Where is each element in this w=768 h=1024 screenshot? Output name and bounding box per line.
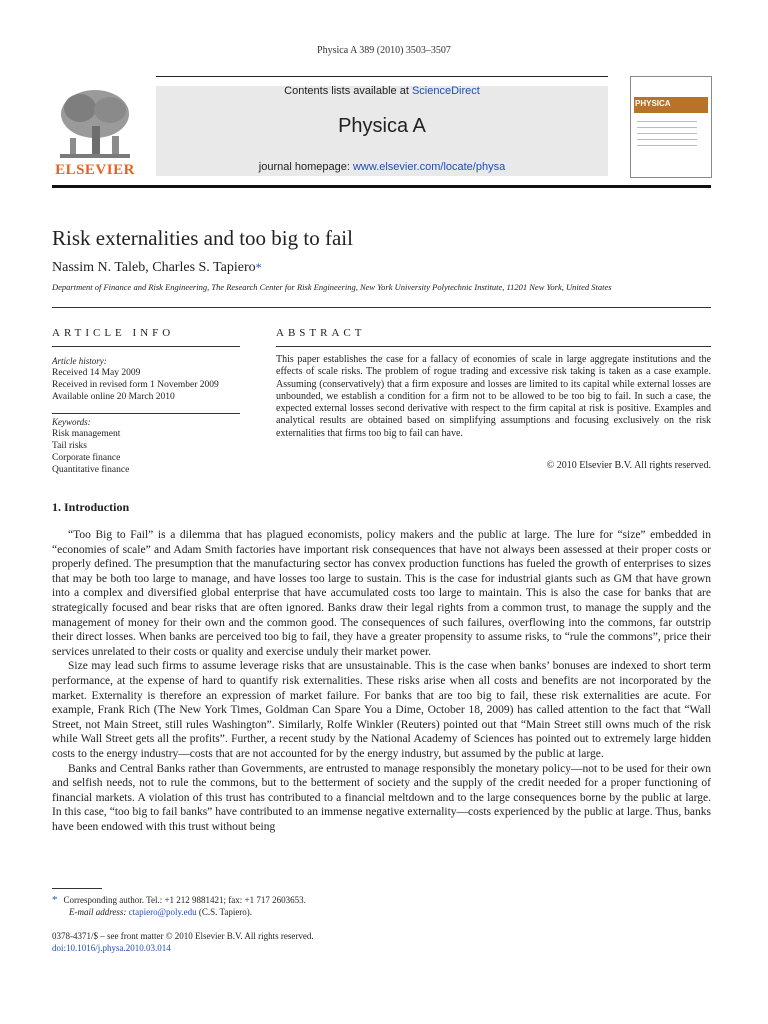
keyword-item: Risk management [52, 429, 121, 439]
body-paragraph: Banks and Central Banks rather than Governments, are entrusted to manage responsibly the monetary policy—not to be used for their own and selfish needs, not to rule the commons, but to the betterment of society and the supply of the credit needed for a proper functioning of financial markets. A violation of this trust has contributed to a financial meltdown and to the large consequences borne by the public at large. In this case, “too big to fail banks” have contributed to an immense negative externality—costs experienced by the public at large. Thus, banks have been endowed with this trust without being [52, 762, 711, 833]
keyword-list [52, 428, 129, 476]
elsevier-logo-wordmark: ELSEVIER [55, 162, 135, 178]
introduction-body [52, 528, 711, 834]
journal-name: Physica A [338, 115, 426, 137]
journal-citation: Physica A 389 (2010) 3503–3507 [317, 45, 451, 56]
sciencedirect-link[interactable]: ScienceDirect [411, 85, 480, 97]
body-paragraph: “Too Big to Fail” is a dilemma that has plagued economists, policy makers and the public at large. The lure for “size” embedded in “economies of scale” and Adam Smith factories have important risk consequences that have not always been assessed at their proper costs or properly defined. The presumption that the manufacturing sector has convex production functions has fueled the growth of enterprises to sizes that may be both too large to manage, and have losses too large to sustain. This is the case for industrial giants such as GM that have grown into a complex and diversified global enterprise that have accumulated costs too large to maintain. This is also the case for banks that are strategically focused and bear risks that are often ignored. Banks draw their legal rights from a common trust, to manage the supply and the management of money for their own and the common good. The consequences of such failures, overflowing into the commons, far outstrip their direct losses. When banks are perceived too big to fail, they have a greater propensity to assume risks, to “rule the commons”, price their services unrelated to their costs or quality and exercise unduly their market power. [52, 529, 711, 658]
body-paragraph: Size may lead such firms to assume leverage risks that are unsustainable. This is the case when banks’ bonuses are indexed to short term performance, at the expense of hard to quantify risk externalities. These risks arise when all costs and benefits are not incorporated by the market. Externality is therefore an expression of market failure. For banks that are too big to fail, these risk externalities are acute. For example, Frank Rich (The New York Times, Goldman Can Spare You a Dime, October 18, 2009) has called attention to the fact that “Wall Street, not Main Street, still rules Washington”. Similarly, Rolfe Winkler (Reuters) pointed out that “Main Street still owns much of the risk while Wall Street gets all the profits”. Further, a recent study by the National Academy of Sciences has pointed out to extremely large hidden costs to the energy industry—costs that are not accounted for by the energy industry, but assumed by the public at large. [52, 660, 711, 760]
article-history-label: Article history: [52, 356, 107, 366]
journal-homepage-link[interactable]: www.elsevier.com/locate/physa [352, 161, 506, 173]
issn-front-matter: 0378-4371/$ – see front matter © 2010 Elsevier B.V. All rights reserved. [52, 931, 314, 941]
authors-text: Nassim N. Taleb, Charles S. Tapiero [52, 260, 256, 275]
journal-cover-thumbnail [630, 76, 712, 178]
masthead-top-rule [156, 76, 608, 77]
email-link[interactable]: ctapiero@poly.edu [128, 907, 197, 917]
abstract-copyright: © 2010 Elsevier B.V. All rights reserved. [546, 460, 711, 471]
history-received: Received 14 May 2009 [52, 368, 141, 378]
history-online: Available online 20 March 2010 [52, 392, 175, 402]
email-suffix: (C.S. Tapiero). [196, 907, 253, 917]
article-info-heading: ARTICLE INFO [52, 327, 175, 339]
header-rule [52, 185, 711, 188]
keyword-item: Tail risks [52, 441, 87, 451]
cover-journal-label: PHYSICA [635, 99, 671, 108]
doi-link[interactable]: doi:10.1016/j.physa.2010.03.014 [52, 943, 171, 953]
footnote-email [52, 907, 252, 917]
homepage-prefix: journal homepage: [258, 161, 353, 173]
footnote-rule [52, 888, 102, 889]
section-heading-introduction: 1. Introduction [52, 500, 130, 514]
footnote-corresponding-author [52, 894, 306, 906]
contents-prefix: Contents lists available at [284, 85, 412, 97]
keyword-item: Quantitative finance [52, 465, 130, 475]
homepage-line [156, 161, 608, 173]
footnote-mark: * [52, 894, 58, 906]
corresponding-author-mark[interactable]: * [255, 260, 262, 274]
author-affiliation: Department of Finance and Risk Engineering, The Research Center for Risk Engineering, New York University Polytechnic Institute, 11201 New York, United States [52, 282, 612, 292]
footnote-contact: Corresponding author. Tel.: +1 212 9881421; fax: +1 717 2603653. [63, 895, 306, 905]
keywords-label: Keywords: [52, 417, 91, 427]
history-revised: Received in revised form 1 November 2009 [52, 380, 219, 390]
article-title: Risk externalities and too big to fail [52, 226, 353, 250]
abstract-heading: ABSTRACT [276, 327, 366, 339]
keyword-item: Corporate finance [52, 453, 121, 463]
article-history [52, 367, 219, 403]
author-list [52, 260, 262, 276]
contents-line [156, 85, 608, 97]
article-info-rule [52, 346, 240, 347]
abstract-rule [276, 346, 711, 347]
keywords-rule [52, 413, 240, 414]
cover-text-lines [637, 121, 697, 161]
email-label: E-mail address: [69, 907, 129, 917]
front-matter-rule [52, 307, 711, 308]
abstract-text: This paper establishes the case for a fallacy of economies of scale in large aggregate institutions and the effects of scale risks. The problem of rogue trading and excessive risk taking is taken as a case example. Assuming (conservatively) that a firm exposure and losses are limited to its capital while external losses are unbounded, we establish a condition for a firm not to be allowed to be too big to fail. In such a case, the expected external losses second derivative with respect to the firm capital at risk is positive. Examples and analytical results are obtained based on simplifying assumptions and focusing exclusively on the risk externalities that firms too big to fail can have. [276, 354, 711, 439]
